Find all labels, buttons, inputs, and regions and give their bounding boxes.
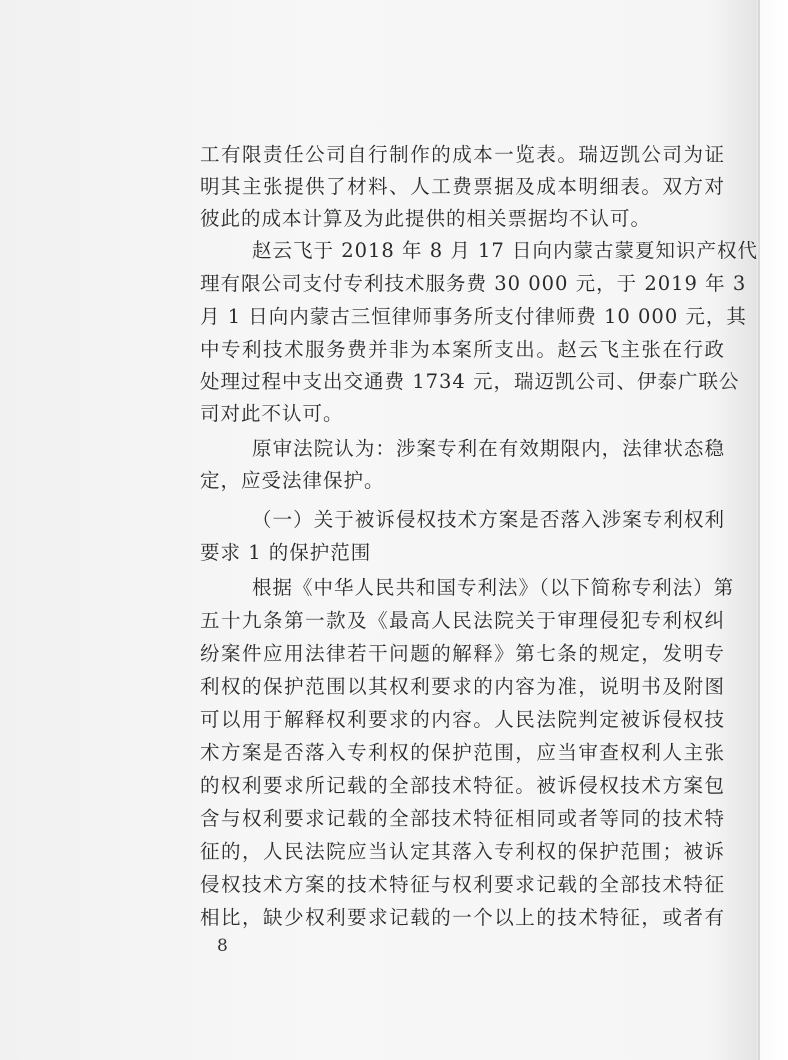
text-line: 理有限公司支付专利技术服务费 30 000 元，于 2019 年 3 <box>200 272 747 295</box>
text-line: 纷案件应用法律若干问题的解释》第七条的规定，发明专 <box>200 642 725 665</box>
text-line: 月 1 日向内蒙古三恒律师事务所支付律师费 10 000 元，其 <box>200 305 747 328</box>
text-line: 司对此不认可。 <box>200 402 344 425</box>
text-line: 赵云飞于 2018 年 8 月 17 日向内蒙古蒙夏知识产权代 <box>252 239 759 262</box>
text-line: 定，应受法律保护。 <box>200 469 385 492</box>
text-line: 征的，人民法院应当认定其落入专利权的保护范围；被诉 <box>200 840 725 863</box>
text-line: 利权的保护范围以其权利要求的内容为准，说明书及附图 <box>200 675 725 698</box>
text-line: 可以用于解释权利要求的内容。人民法院判定被诉侵权技 <box>200 708 725 731</box>
text-line: 术方案是否落入专利权的保护范围，应当审查权利人主张 <box>200 741 725 764</box>
text-line: 中专利技术服务费并非为本案所支出。赵云飞主张在行政 <box>200 338 725 361</box>
text-line: 处理过程中支出交通费 1734 元，瑞迈凯公司、伊泰广联公 <box>200 370 740 393</box>
text-line: 要求 1 的保护范围 <box>200 541 372 564</box>
text-line: 工有限责任公司自行制作的成本一览表。瑞迈凯公司为证 <box>200 143 725 166</box>
text-line: 明其主张提供了材料、人工费票据及成本明细表。双方对 <box>200 175 725 198</box>
page-number: 8 <box>217 936 228 956</box>
text-line: （一）关于被诉侵权技术方案是否落入涉案专利权利 <box>252 508 725 531</box>
text-line: 相比，缺少权利要求记载的一个以上的技术特征，或者有 <box>200 906 725 929</box>
text-line: 根据《中华人民共和国专利法》（以下简称专利法）第 <box>252 576 735 599</box>
page-edge-shadow <box>758 0 760 1060</box>
text-line: 的权利要求所记载的全部技术特征。被诉侵权技术方案包 <box>200 774 725 797</box>
text-line: 侵权技术方案的技术特征与权利要求记载的全部技术特征 <box>200 873 725 896</box>
text-line: 含与权利要求记载的全部技术特征相同或者等同的技术特 <box>200 807 725 830</box>
text-line: 五十九条第一款及《最高人民法院关于审理侵犯专利权纠 <box>200 609 725 632</box>
text-line: 原审法院认为：涉案专利在有效期限内，法律状态稳 <box>252 437 725 460</box>
text-line: 彼此的成本计算及为此提供的相关票据均不认可。 <box>200 207 652 230</box>
